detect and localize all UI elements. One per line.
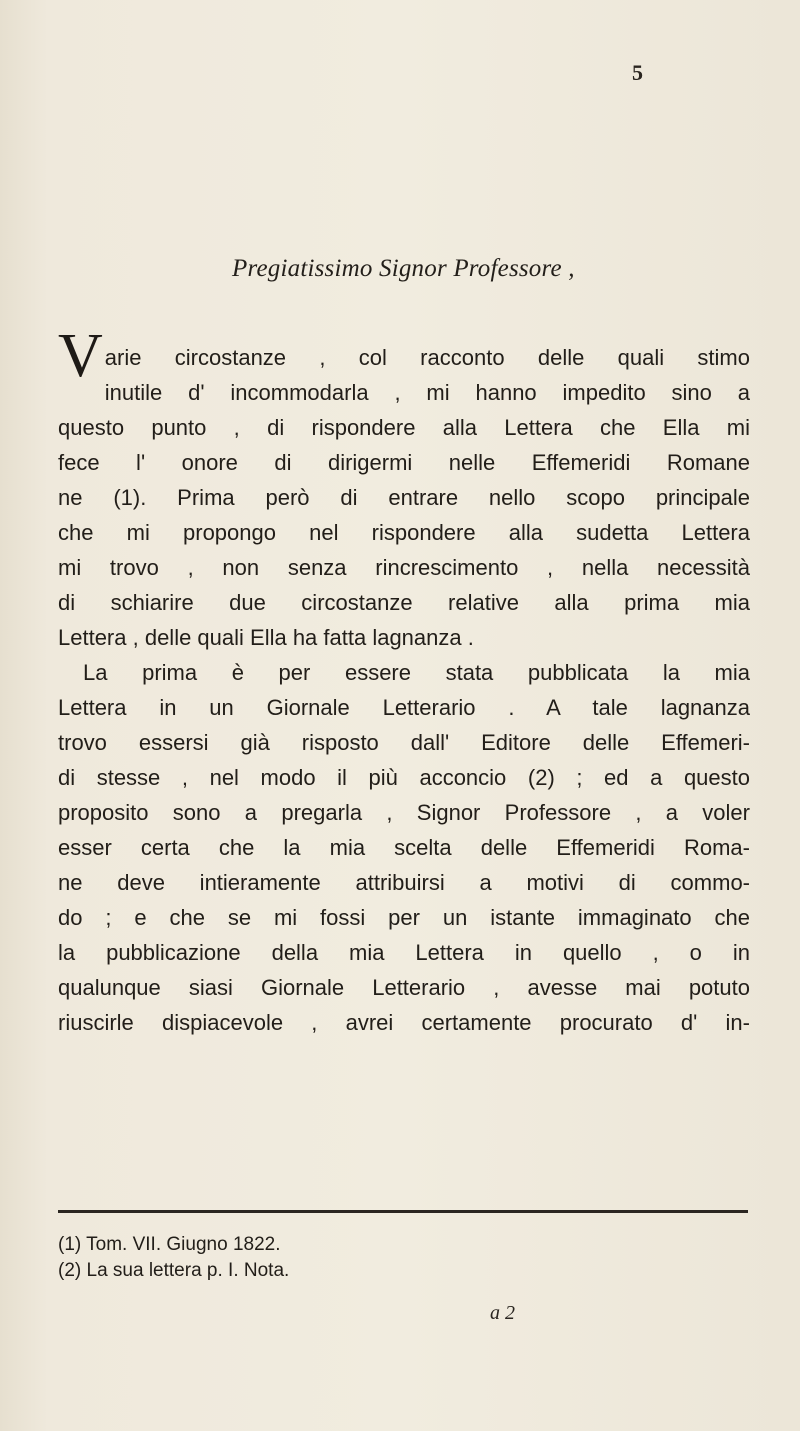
page-number: 5 (632, 60, 643, 85)
text-line: di stesse , nel modo il più acconcio (2) ; ed a questo (58, 765, 750, 790)
text-line: riuscirle dispiacevole , avrei certamente procurato d' in- (58, 1010, 750, 1035)
text-line: che mi propongo nel rispondere alla sudetta Lettera (58, 520, 750, 545)
text-line: la pubblicazione della mia Lettera in quello , o in (58, 940, 750, 965)
letter-body (58, 322, 750, 1040)
paragraph-2 (58, 655, 750, 1040)
text-line: mi trovo , non senza rincrescimento , nella necessità (58, 555, 750, 580)
signature-mark: a 2 (490, 1302, 515, 1324)
paragraph-1 (58, 322, 750, 655)
footnote-1: (1) Tom. VII. Giugno 1822. (58, 1234, 281, 1255)
drop-cap: V (58, 322, 103, 390)
text-line: questo punto , di rispondere alla Lettera che Ella mi (58, 415, 750, 440)
text-line: Lettera , delle quali Ella ha fatta lagnanza . (58, 625, 474, 650)
text-line: proposito sono a pregarla , Signor Professore , a voler (58, 800, 750, 825)
text-line: trovo essersi già risposto dall' Editore delle Effemeri- (58, 730, 750, 755)
letter-salutation: Pregiatissimo Signor Professore , (232, 255, 575, 282)
text-line: ne (1). Prima però di entrare nello scopo principale (58, 485, 750, 510)
footnotes (58, 1232, 289, 1284)
text-line: ne deve intieramente attribuirsi a motivi di commo- (58, 870, 750, 895)
text-line: esser certa che la mia scelta delle Effemeridi Roma- (58, 835, 750, 860)
footnote-divider (58, 1210, 748, 1213)
text-line: inutile d' incommodarla , mi hanno impedito sino a (104, 380, 750, 405)
text-line: di schiarire due circostanze relative alla prima mia (58, 590, 750, 615)
text-line: La prima è per essere stata pubblicata la mia (83, 660, 750, 685)
text-line: Lettera in un Giornale Letterario . A tale lagnanza (58, 695, 750, 720)
text-line: arie circostanze , col racconto delle quali stimo (104, 345, 750, 370)
text-line: do ; e che se mi fossi per un istante immaginato che (58, 905, 750, 930)
text-line: fece l' onore di dirigermi nelle Effemeridi Romane (58, 450, 750, 475)
text-line: qualunque siasi Giornale Letterario , avesse mai potuto (58, 975, 750, 1000)
footnote-2: (2) La sua lettera p. I. Nota. (58, 1260, 290, 1281)
